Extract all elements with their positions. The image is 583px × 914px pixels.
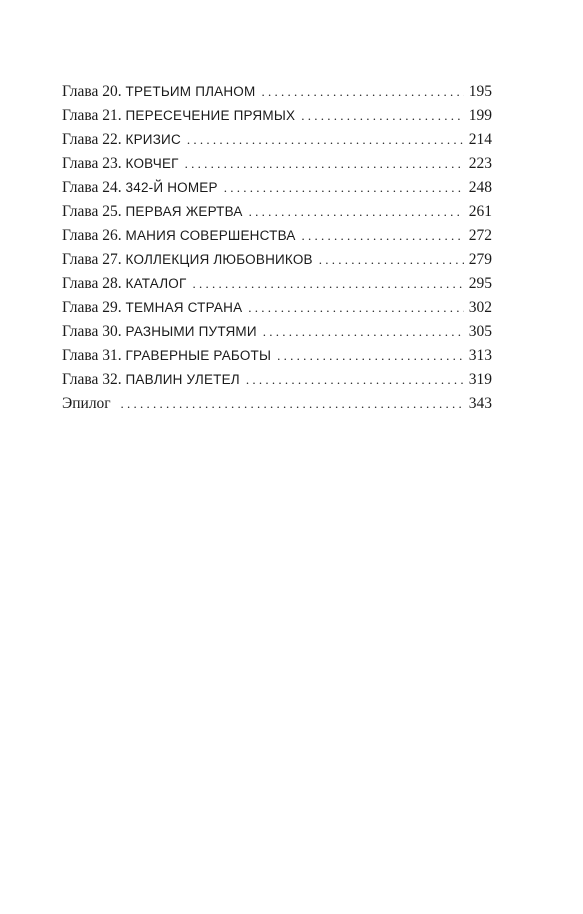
- dot-leader: [263, 320, 464, 344]
- toc-entry[interactable]: [62, 176, 492, 200]
- page-number: 319: [468, 371, 492, 388]
- toc-entry[interactable]: [62, 368, 492, 392]
- chapter-number: Глава 24.: [62, 179, 122, 196]
- dot-leader: [185, 152, 464, 176]
- page-number: 272: [468, 227, 492, 244]
- toc-entry[interactable]: [62, 128, 492, 152]
- epilogue-label: Эпилог: [62, 395, 111, 412]
- toc-entry-epilogue[interactable]: [62, 392, 492, 416]
- chapter-title: 342-Й НОМЕР: [125, 180, 218, 195]
- page-number: 295: [468, 275, 492, 292]
- chapter-number: Глава 29.: [62, 299, 122, 316]
- chapter-title: РАЗНЫМИ ПУТЯМИ: [125, 324, 257, 339]
- chapter-number: Глава 27.: [62, 251, 122, 268]
- chapter-number: Глава 21.: [62, 107, 122, 124]
- chapter-number: Глава 22.: [62, 131, 122, 148]
- toc-entry[interactable]: [62, 152, 492, 176]
- chapter-title: КРИЗИС: [125, 132, 181, 147]
- page-number: 279: [468, 251, 492, 268]
- chapter-title: КОВЧЕГ: [125, 156, 179, 171]
- toc-entry[interactable]: [62, 344, 492, 368]
- page-number: 305: [468, 323, 492, 340]
- toc-entry[interactable]: [62, 296, 492, 320]
- page-number: 199: [468, 107, 492, 124]
- toc-entry[interactable]: [62, 200, 492, 224]
- page-number: 302: [468, 299, 492, 316]
- page-number: 313: [468, 347, 492, 364]
- table-of-contents: [62, 80, 492, 416]
- chapter-title: ПАВЛИН УЛЕТЕЛ: [125, 372, 240, 387]
- page-number: 223: [468, 155, 492, 172]
- dot-leader: [319, 248, 464, 272]
- chapter-number: Глава 30.: [62, 323, 122, 340]
- chapter-title: МАНИЯ СОВЕРШЕНСТВА: [125, 228, 296, 243]
- chapter-number: Глава 32.: [62, 371, 122, 388]
- chapter-number: Глава 26.: [62, 227, 122, 244]
- dot-leader: [187, 128, 464, 152]
- dot-leader: [301, 104, 464, 128]
- chapter-title: ТРЕТЬИМ ПЛАНОМ: [125, 84, 256, 99]
- chapter-title: КОЛЛЕКЦИЯ ЛЮБОВНИКОВ: [125, 252, 313, 267]
- chapter-number: Глава 31.: [62, 347, 122, 364]
- page-number: 248: [468, 179, 492, 196]
- dot-leader: [193, 272, 464, 296]
- dot-leader: [261, 80, 463, 104]
- chapter-title: ГРАВЕРНЫЕ РАБОТЫ: [125, 348, 272, 363]
- chapter-title: ПЕРЕСЕЧЕНИЕ ПРЯМЫХ: [125, 108, 296, 123]
- page-number: 214: [468, 131, 492, 148]
- page-number: 343: [468, 395, 492, 412]
- chapter-number: Глава 23.: [62, 155, 122, 172]
- toc-entry[interactable]: [62, 80, 492, 104]
- dot-leader: [277, 344, 464, 368]
- dot-leader: [249, 200, 464, 224]
- dot-leader: [224, 176, 464, 200]
- toc-entry[interactable]: [62, 320, 492, 344]
- chapter-number: Глава 28.: [62, 275, 122, 292]
- chapter-number: Глава 20.: [62, 83, 122, 100]
- dot-leader: [248, 296, 463, 320]
- toc-entry[interactable]: [62, 248, 492, 272]
- chapter-title: ПЕРВАЯ ЖЕРТВА: [125, 204, 243, 219]
- chapter-number: Глава 25.: [62, 203, 122, 220]
- dot-leader: [246, 368, 464, 392]
- chapter-title: КАТАЛОГ: [125, 276, 187, 291]
- page-number: 261: [468, 203, 492, 220]
- chapter-title: ТЕМНАЯ СТРАНА: [125, 300, 243, 315]
- dot-leader: [302, 224, 464, 248]
- toc-entry[interactable]: [62, 272, 492, 296]
- toc-entry[interactable]: [62, 224, 492, 248]
- toc-entry[interactable]: [62, 104, 492, 128]
- dot-leader: [121, 392, 464, 416]
- page-number: 195: [468, 83, 492, 100]
